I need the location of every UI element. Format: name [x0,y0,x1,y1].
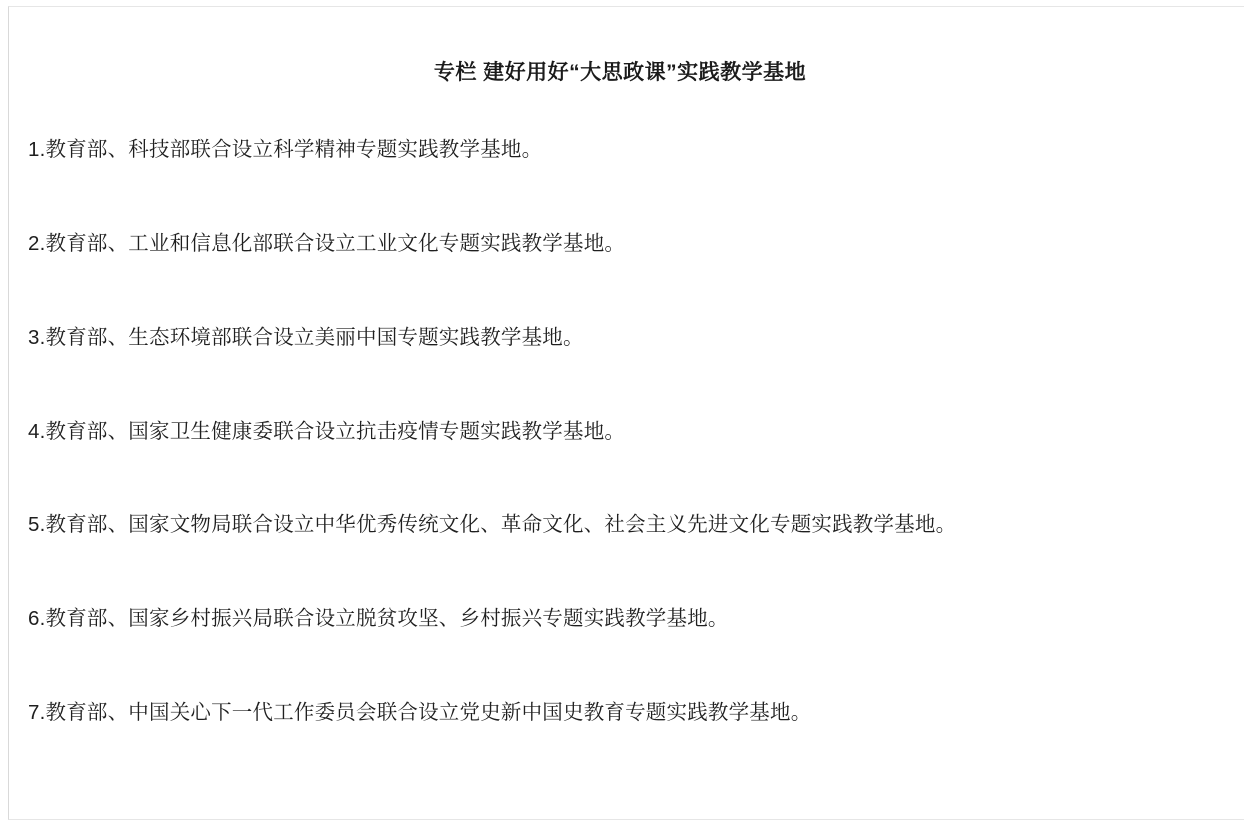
list-item: 6.教育部、国家乡村振兴局联合设立脱贫攻坚、乡村振兴专题实践教学基地。 [28,607,729,631]
page-title: 专栏 建好用好“大思政课”实践教学基地 [433,61,807,84]
list-item: 2.教育部、工业和信息化部联合设立工业文化专题实践教学基地。 [28,232,626,256]
list-item: 7.教育部、中国关心下一代工作委员会联合设立党史新中国史教育专题实践教学基地。 [28,700,812,724]
list-item: 5.教育部、国家文物局联合设立中华优秀传统文化、革命文化、社会主义先进文化专题实践教学基地。 [28,513,957,537]
list-item: 4.教育部、国家卫生健康委联合设立抗击疫情专题实践教学基地。 [28,419,626,443]
list-item: 1.教育部、科技部联合设立科学精神专题实践教学基地。 [28,138,543,162]
list-item: 3.教育部、生态环境部联合设立美丽中国专题实践教学基地。 [28,325,584,349]
numbered-list [28,135,1212,728]
